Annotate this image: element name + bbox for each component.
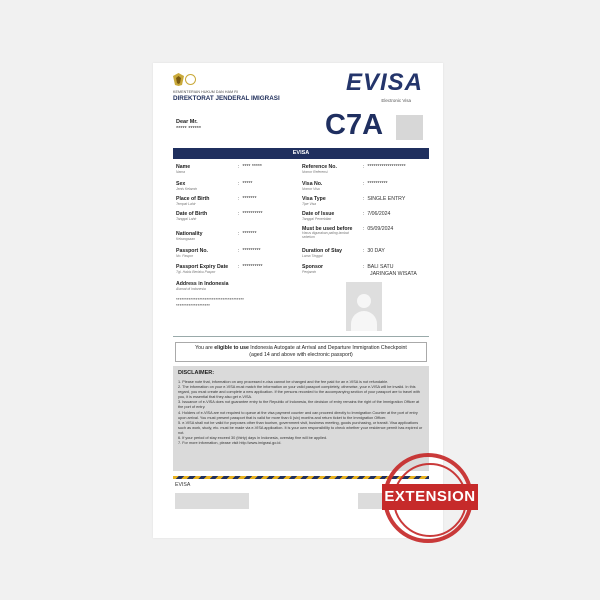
field-visa-type: Visa Type Tipe Visa (302, 196, 326, 206)
value-sex: : ***** (238, 181, 253, 187)
disclaimer-item: 2. The information on your e-VISA must match the information on your valid passport completely, otherwise, your e-VISA will be invalid. In this regard, you must create and complete a new application. If the persons recorded to the accompanying section of your passport are to travel with you, it is essential that they also get e-VISA. (178, 385, 420, 400)
salutation: Dear Mr. (176, 119, 198, 125)
recipient-name: ***** ****** (176, 126, 202, 132)
field-nationality: Nationality Kebangsaan (176, 231, 203, 241)
address-line-2: ******************* (176, 303, 210, 308)
field-place-of-birth: Place of Birth Tempat Lahir (176, 196, 210, 206)
field-address: Address in Indonesia Alamat di Indonesia (176, 281, 229, 291)
value-nationality: : ******* (238, 231, 257, 237)
value-date-of-birth: : ********** (238, 211, 263, 217)
value-sponsor: : BALI SATU (363, 264, 394, 270)
value-duration-of-stay: : 30 DAY (363, 248, 385, 254)
photo-placeholder (346, 282, 382, 331)
footer-label: EVISA (175, 482, 191, 488)
disclaimer-item: 1. Please note that, information on any processed e-visa cannot be changed and the fee paid for an e-VISA is not refundable. (178, 380, 389, 384)
document-header (173, 69, 443, 113)
disclaimer-list (178, 380, 424, 446)
disclaimer-item: 6. If your period of stay exceed 30 (thirty) days in Indonesia, overstay fine will be applied. (178, 436, 328, 441)
disclaimer-item: 7. For more information, please visit http://www.imigrasi.go.id. (178, 441, 282, 446)
divider (173, 336, 429, 337)
value-passport-expiry: : ********** (238, 264, 263, 270)
field-passport-expiry: Passport Expiry Date Tgl. Habis Berlaku Paspor (176, 264, 229, 274)
evisa-logo-subtitle: Electronic Visa (381, 98, 411, 103)
value-name: : **** ***** (238, 164, 262, 170)
value-passport-no: : ********* (238, 248, 261, 254)
field-reference-no: Reference No. Nomor Referensi (302, 164, 337, 174)
value-visa-type: : SINGLE ENTRY (363, 196, 406, 202)
field-sex: Sex Jenis Kelamin (176, 181, 198, 191)
value-sponsor-line2: JARINGAN WISATA (370, 271, 417, 277)
extension-stamp-label: EXTENSION (382, 484, 478, 510)
section-title-bar: EVISA (173, 148, 429, 159)
disclaimer-title: DISCLAIMER: (178, 370, 215, 376)
field-duration-of-stay: Duration of Stay Lama Tinggal (302, 248, 343, 258)
disclaimer-item: 4. Holders of e-VISA are not required to queue at the visa payment counter and can proceed directly to Immigration Counter at the port of entry upon arrival. You must present passport that is valid for more than 6 (six) months and return ticket to the Immigration Officer. (178, 410, 418, 420)
person-head-icon (357, 294, 371, 308)
visa-code: C7A (325, 109, 384, 141)
ministry-name: KEMENTERIAN HUKUM DAN HAM RI (173, 90, 239, 94)
field-name: Name Nama (176, 164, 191, 174)
value-place-of-birth: : ******* (238, 196, 257, 202)
disclaimer-item: 5. e-VISA shall not be valid for purposes other than tourism, government visit, business meeting, goods purchasing, or transit. Visa applications such as work, study, etc. must be made via e-VISA application. It is your own responsibility to check whether your residence permit has expired or not. (178, 420, 423, 435)
field-date-of-birth: Date of Birth Tanggal Lahir (176, 211, 208, 221)
field-sponsor: Sponsor Penjamin (302, 264, 324, 274)
disclaimer-box (173, 366, 429, 471)
address-line-1: ************************************** (176, 297, 244, 302)
footer-redaction-left (175, 493, 249, 509)
value-date-of-issue: : 7/06/2024 (363, 211, 391, 217)
field-visa-no: Visa No. Nomor Visa (302, 181, 323, 191)
evisa-logo: EVISA (345, 69, 423, 96)
field-must-be-used-before: Must be used before Harus digunakan paling lambat sebelum (302, 226, 353, 239)
value-reference-no: : ******************* (363, 164, 406, 170)
value-visa-no: : ********** (363, 181, 388, 187)
garuda-emblem-icon (173, 73, 184, 86)
redaction-box (396, 115, 423, 140)
field-passport-no: Passport No. No. Paspor (176, 248, 208, 258)
disclaimer-item: 3. Issuance of e-VISA does not guarantee entry to the Republic of Indonesia, the decision of entry remains the right of the Immigration Officer at the port of entry. (178, 400, 420, 410)
person-body-icon (351, 311, 377, 331)
field-date-of-issue: Date of Issue Tanggal Penerbitan (302, 211, 335, 221)
imigrasi-seal-icon (185, 74, 196, 85)
eligibility-notice: You are eligible to use Indonesia Autogate at Arrival and Departure Immigration Checkpoint (aged 14 and above with electronic passport) (175, 342, 427, 362)
value-must-be-used-before: : 05/09/2024 (363, 226, 394, 232)
directorate-name: DIREKTORAT JENDERAL IMIGRASI (173, 95, 280, 102)
